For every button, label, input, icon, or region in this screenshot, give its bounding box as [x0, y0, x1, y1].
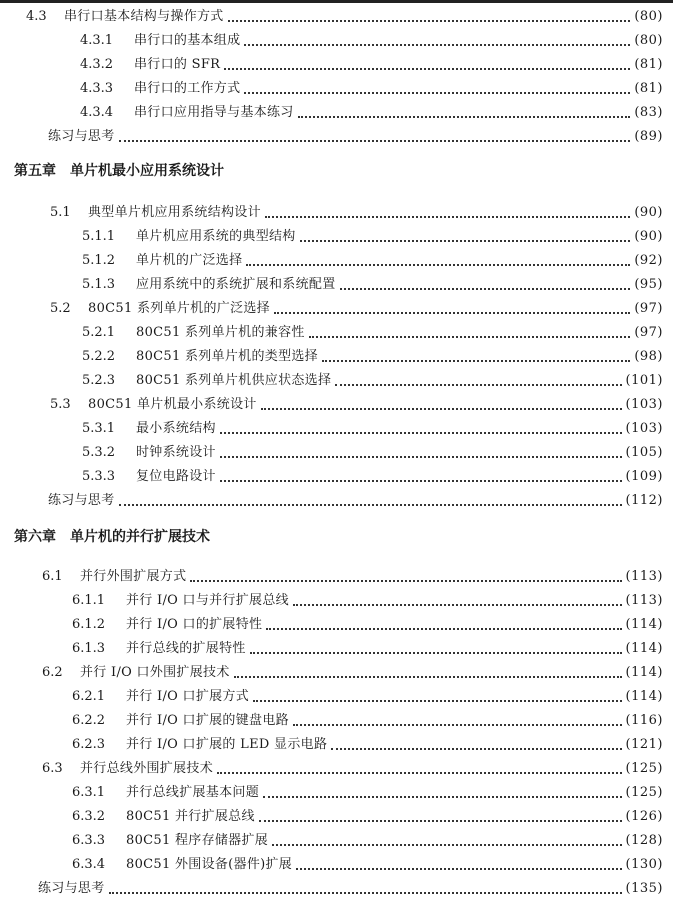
section-number: 4.3 [26, 9, 47, 24]
dot-leader [220, 456, 622, 458]
page-number: (103) [625, 397, 663, 412]
dot-leader [246, 264, 630, 266]
page-number: (109) [625, 469, 663, 484]
section-title: 80C51 系列单片机的兼容性 [136, 325, 305, 340]
section-title: 最小系统结构 [136, 421, 216, 436]
page-number: (90) [634, 205, 663, 220]
page-number: (135) [625, 881, 663, 896]
page-number: (113) [625, 593, 663, 608]
toc-subsection-entry[interactable] [82, 442, 663, 462]
toc-subsection-entry[interactable] [82, 274, 663, 294]
page-number: (97) [634, 325, 663, 340]
section-title: 80C51 系列单片机的类型选择 [136, 349, 318, 364]
dot-leader [274, 312, 630, 314]
toc-subsection-entry[interactable] [72, 590, 663, 610]
section-number: 5.3.2 [82, 445, 116, 460]
toc-subsection-entry[interactable] [72, 710, 663, 730]
dot-leader [272, 844, 621, 846]
section-number: 5.2.3 [82, 373, 116, 388]
dot-leader [250, 652, 622, 654]
dot-leader [234, 676, 622, 678]
section-number: 5.1.3 [82, 277, 116, 292]
dot-leader [331, 748, 621, 750]
page-number: (80) [634, 9, 663, 24]
section-number: 5.2.2 [82, 349, 116, 364]
toc-subsection-entry[interactable] [82, 322, 663, 342]
page-number: (81) [634, 57, 663, 72]
page-number: (103) [625, 421, 663, 436]
toc-section-entry[interactable] [50, 394, 663, 414]
page-number: (112) [625, 493, 663, 508]
dot-leader [244, 44, 630, 46]
section-title: 并行 I/O 口扩展方式 [126, 689, 250, 704]
section-title: 并行 I/O 口外围扩展技术 [80, 665, 230, 680]
toc-subsection-entry[interactable] [72, 854, 663, 874]
dot-leader [119, 140, 631, 142]
chapter-number: 第六章 [14, 529, 56, 545]
section-number: 6.2.3 [72, 737, 106, 752]
dot-leader [309, 336, 631, 338]
section-title: 时钟系统设计 [136, 445, 216, 460]
page-number: (114) [625, 641, 663, 656]
toc-section-entry[interactable] [50, 298, 663, 318]
section-number: 5.2 [50, 301, 71, 316]
toc-subsection-entry[interactable] [72, 638, 663, 658]
toc-subsection-entry[interactable] [82, 250, 663, 270]
dot-leader [300, 240, 631, 242]
section-number: 4.3.1 [80, 33, 114, 48]
page-number: (128) [625, 833, 663, 848]
toc-subsection-entry[interactable] [82, 346, 663, 366]
section-number: 6.1.3 [72, 641, 106, 656]
page-number: (80) [634, 33, 663, 48]
dot-leader [220, 432, 622, 434]
page-number: (97) [634, 301, 663, 316]
page-number: (114) [625, 617, 663, 632]
dot-leader [293, 724, 622, 726]
page-number: (125) [625, 761, 663, 776]
section-title: 并行 I/O 口的扩展特性 [126, 617, 263, 632]
toc-subsection-entry[interactable] [80, 30, 663, 50]
section-title: 并行 I/O 口扩展的键盘电路 [126, 713, 289, 728]
dot-leader [265, 216, 630, 218]
toc-entry-exercises[interactable] [48, 490, 663, 510]
section-title: 应用系统中的系统扩展和系统配置 [136, 277, 336, 292]
section-number: 6.1.2 [72, 617, 106, 632]
page-number: (98) [634, 349, 663, 364]
section-number: 4.3.2 [80, 57, 114, 72]
section-title: 并行总线外围扩展技术 [80, 761, 214, 776]
dot-leader [296, 868, 621, 870]
section-title: 单片机应用系统的典型结构 [136, 229, 296, 244]
chapter-number: 第五章 [14, 163, 56, 179]
toc-subsection-entry[interactable] [82, 226, 663, 246]
toc-subsection-entry[interactable] [72, 614, 663, 634]
toc-entry-exercises[interactable] [48, 126, 663, 146]
page-number: (90) [634, 229, 663, 244]
section-number: 5.2.1 [82, 325, 116, 340]
section-title: 80C51 外围设备(器件)扩展 [126, 857, 293, 872]
toc-section-entry[interactable] [42, 566, 663, 586]
toc-subsection-entry[interactable] [82, 370, 663, 390]
toc-entry-exercises[interactable] [38, 878, 663, 898]
page-number: (121) [625, 737, 663, 752]
section-title: 串行口的基本组成 [134, 33, 241, 48]
dot-leader [261, 408, 622, 410]
dot-leader [228, 20, 631, 22]
section-title: 复位电路设计 [136, 469, 216, 484]
page-number: (101) [625, 373, 663, 388]
toc-section-entry[interactable] [50, 202, 663, 222]
toc-subsection-entry[interactable] [80, 102, 663, 122]
section-title: 练习与思考 [48, 493, 115, 508]
section-title: 串行口基本结构与操作方式 [64, 9, 224, 24]
page-number: (126) [625, 809, 663, 824]
section-title: 练习与思考 [48, 129, 115, 144]
dot-leader [259, 820, 622, 822]
page-number: (114) [625, 665, 663, 680]
toc-subsection-entry[interactable] [72, 734, 663, 754]
section-title: 串行口的工作方式 [134, 81, 241, 96]
toc-subsection-entry[interactable] [72, 806, 663, 826]
toc-subsection-entry[interactable] [82, 466, 663, 486]
section-title: 串行口应用指导与基本练习 [134, 105, 294, 120]
section-number: 6.2 [42, 665, 63, 680]
chapter-heading [14, 526, 210, 546]
dot-leader [293, 604, 622, 606]
page-number: (114) [625, 689, 663, 704]
section-number: 5.3 [50, 397, 71, 412]
page-number: (92) [634, 253, 663, 268]
toc-section-entry[interactable] [42, 758, 663, 778]
page-number: (113) [625, 569, 663, 584]
chapter-title: 单片机的并行扩展技术 [70, 529, 210, 545]
section-title: 练习与思考 [38, 881, 105, 896]
toc-section-entry[interactable] [42, 662, 663, 682]
dot-leader [266, 628, 621, 630]
toc-subsection-entry[interactable] [72, 782, 663, 802]
dot-leader [119, 504, 622, 506]
section-number: 6.2.2 [72, 713, 106, 728]
section-number: 5.3.1 [82, 421, 116, 436]
page-number: (105) [625, 445, 663, 460]
section-title: 并行 I/O 口与并行扩展总线 [126, 593, 289, 608]
dot-leader [220, 480, 622, 482]
page-number: (125) [625, 785, 663, 800]
dot-leader [298, 116, 631, 118]
section-number: 6.3.1 [72, 785, 106, 800]
toc-subsection-entry[interactable] [80, 78, 663, 98]
section-title: 并行总线扩展基本问题 [126, 785, 260, 800]
section-title: 80C51 系列单片机供应状态选择 [136, 373, 332, 388]
section-title: 80C51 单片机最小系统设计 [88, 397, 257, 412]
section-number: 6.2.1 [72, 689, 106, 704]
dot-leader [244, 92, 630, 94]
section-number: 6.1.1 [72, 593, 106, 608]
page-number: (116) [625, 713, 663, 728]
section-title: 80C51 程序存储器扩展 [126, 833, 269, 848]
section-number: 6.3.4 [72, 857, 106, 872]
section-title: 单片机的广泛选择 [136, 253, 243, 268]
toc-subsection-entry[interactable] [80, 54, 663, 74]
chapter-heading [14, 160, 224, 180]
toc-subsection-entry[interactable] [72, 686, 663, 706]
toc-subsection-entry[interactable] [72, 830, 663, 850]
section-title: 并行总线的扩展特性 [126, 641, 246, 656]
page-number: (81) [634, 81, 663, 96]
section-title: 串行口的 SFR [134, 57, 221, 72]
section-title: 并行外围扩展方式 [80, 569, 187, 584]
page-number: (89) [634, 129, 663, 144]
section-number: 4.3.3 [80, 81, 114, 96]
section-number: 5.1.2 [82, 253, 116, 268]
section-title: 并行 I/O 口扩展的 LED 显示电路 [126, 737, 328, 752]
toc-subsection-entry[interactable] [82, 418, 663, 438]
section-number: 5.1 [50, 205, 71, 220]
section-number: 4.3.4 [80, 105, 114, 120]
section-title: 典型单片机应用系统结构设计 [88, 205, 261, 220]
page-number: (83) [634, 105, 663, 120]
section-number: 6.1 [42, 569, 63, 584]
top-rule [0, 0, 673, 3]
dot-leader [224, 68, 630, 70]
section-title: 80C51 并行扩展总线 [126, 809, 255, 824]
section-number: 5.1.1 [82, 229, 116, 244]
section-number: 5.3.3 [82, 469, 116, 484]
dot-leader [335, 384, 621, 386]
section-number: 6.3.2 [72, 809, 106, 824]
chapter-title: 单片机最小应用系统设计 [70, 163, 224, 179]
dot-leader [340, 288, 631, 290]
page-number: (95) [634, 277, 663, 292]
page-number: (130) [625, 857, 663, 872]
section-number: 6.3.3 [72, 833, 106, 848]
dot-leader [253, 700, 621, 702]
dot-leader [217, 772, 622, 774]
toc-section-entry[interactable] [26, 6, 663, 26]
dot-leader [190, 580, 621, 582]
dot-leader [322, 360, 630, 362]
dot-leader [263, 796, 622, 798]
dot-leader [109, 892, 622, 894]
section-title: 80C51 系列单片机的广泛选择 [88, 301, 270, 316]
section-number: 6.3 [42, 761, 63, 776]
